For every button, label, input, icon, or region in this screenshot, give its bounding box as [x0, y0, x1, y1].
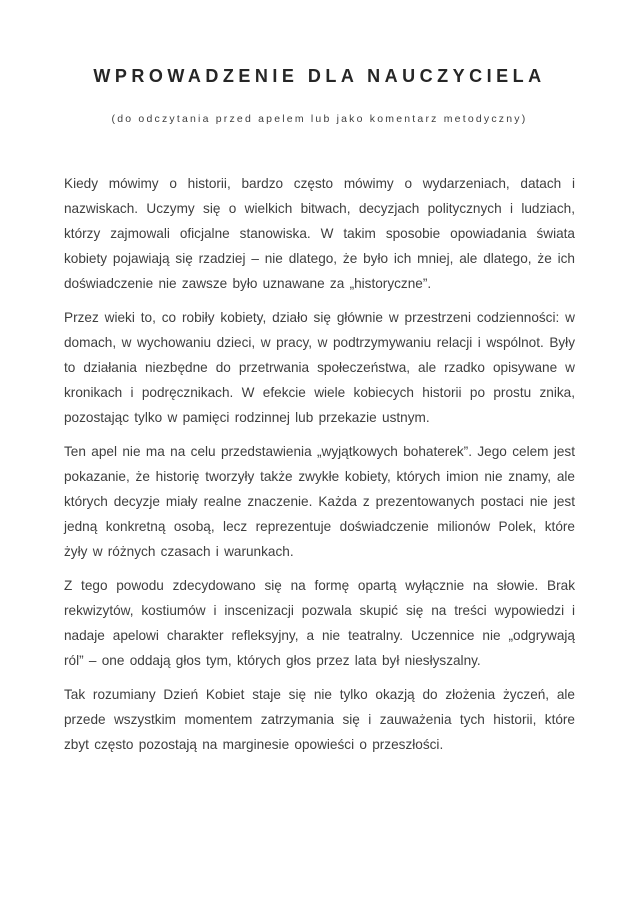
document-title: WPROWADZENIE DLA NAUCZYCIELA [93, 66, 546, 86]
document-subtitle: (do odczytania przed apelem lub jako komentarz metodyczny) [111, 113, 528, 125]
paragraph-5: Tak rozumiany Dzień Kobiet staje się nie tylko okazją do złożenia życzeń, ale przede wszystkim momentem zatrzymania się i zauważenia tych historii, które zbyt często pozostają na marginesie opowieści o przeszłości. [64, 687, 575, 752]
paragraph-1: Kiedy mówimy o historii, bardzo często mówimy o wydarzeniach, datach i nazwiskach. Uczymy się o wielkich bitwach, decyzjach politycznych i ludziach, którzy zajmowali oficjalne stanowiska. W takim sposobie opowiadania świata kobiety pojawiają się rzadziej – nie dlatego, że było ich mniej, ale dlatego, że ich doświadczenie nie zawsze było uznawane za „historyczne”. [64, 176, 575, 291]
paragraph-3: Ten apel nie ma na celu przedstawienia „wyjątkowych bohaterek”. Jego celem jest pokazanie, że historię tworzyły także zwykłe kobiety, których imion nie znamy, ale których decyzje miały realne znaczenie. Każda z prezentowanych postaci nie jest jedną konkretną osobą, lecz reprezentuje doświadczenie milionów Polek, które żyły w różnych czasach i warunkach. [64, 444, 575, 559]
paragraph-2: Przez wieki to, co robiły kobiety, działo się głównie w przestrzeni codzienności: w domach, w wychowaniu dzieci, w pracy, w podtrzymywaniu relacji i wspólnot. Były to działania niezbędne do przetrwania społeczeństwa, ale rzadko opisywane w kronikach i podręcznikach. W efekcie wiele kobiecych historii po prostu znika, pozostając tylko w pamięci rodzinnej lub przekazie ustnym. [64, 310, 575, 425]
paragraph-4: Z tego powodu zdecydowano się na formę opartą wyłącznie na słowie. Brak rekwizytów, kostiumów i inscenizacji pozwala skupić się na treści wypowiedzi i nadaje apelowi charakter refleksyjny, a nie teatralny. Uczennice nie „odgrywają ról” – one oddają głos tym, których głos przez lata był niesłyszalny. [64, 578, 575, 668]
